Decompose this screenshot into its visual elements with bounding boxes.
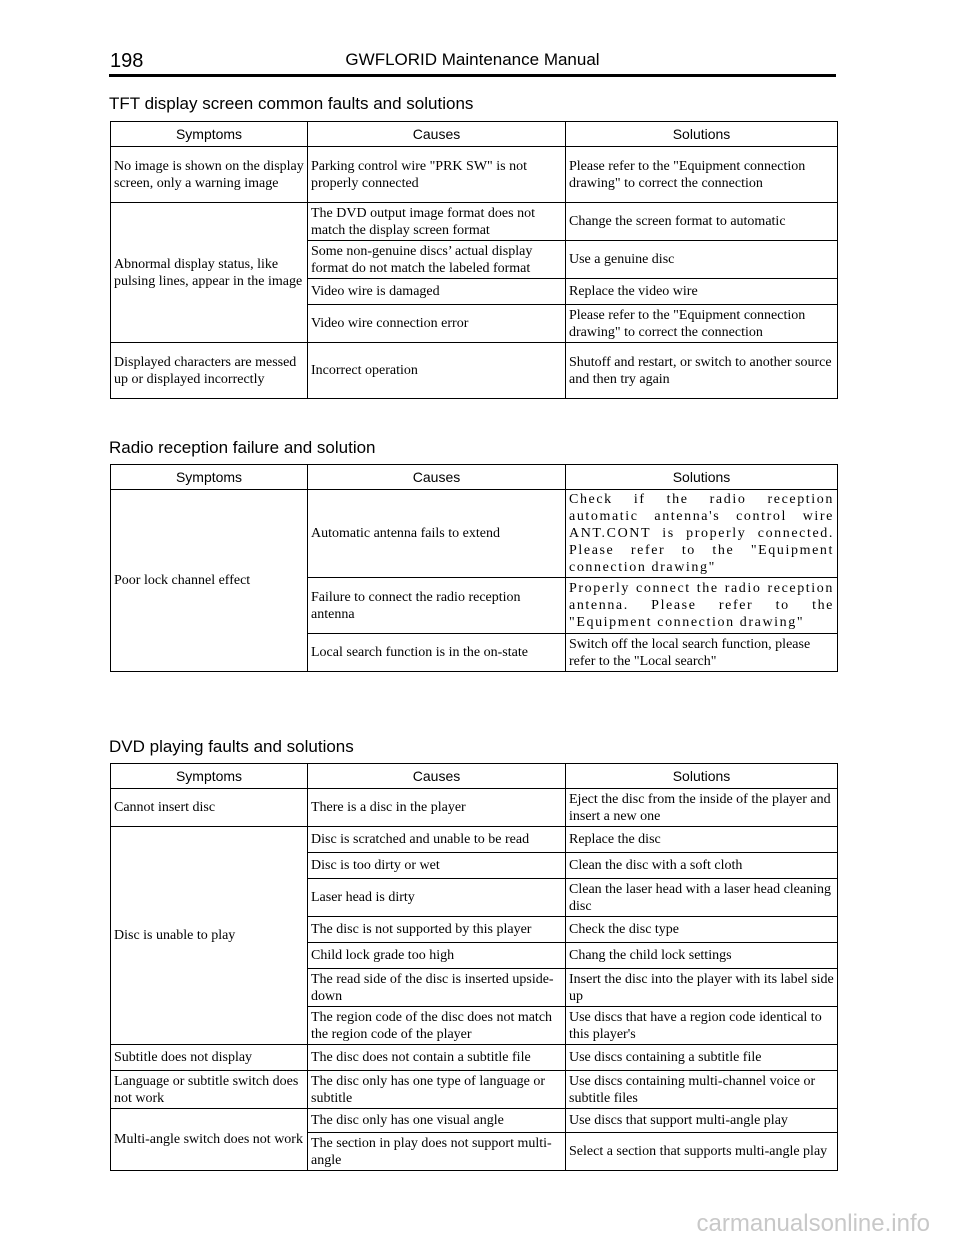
solution-cell: Use discs that have a region code identical to this player's: [566, 1007, 838, 1045]
symptom-cell: Subtitle does not display: [111, 1045, 308, 1071]
column-header: Solutions: [566, 465, 838, 490]
column-header: Solutions: [566, 764, 838, 789]
cause-cell: Failure to connect the radio reception antenna: [308, 578, 566, 634]
table-row: [111, 1109, 838, 1133]
symptom-cell: Abnormal display status, like pulsing lines, appear in the image: [111, 203, 308, 343]
column-header: Causes: [308, 122, 566, 147]
column-header: Causes: [308, 465, 566, 490]
cause-cell: Some non-genuine discs’ actual display format do not match the labeled format: [308, 241, 566, 279]
cause-cell: The disc only has one type of language or subtitle: [308, 1071, 566, 1109]
solution-cell: Please refer to the "Equipment connection drawing" to correct the connection: [566, 305, 838, 343]
column-header: Causes: [308, 764, 566, 789]
solution-cell: Use discs that support multi-angle play: [566, 1109, 838, 1133]
cause-cell: Parking control wire "PRK SW" is not properly connected: [308, 147, 566, 203]
page-number: 198: [110, 50, 144, 72]
solution-cell: Clean the disc with a soft cloth: [566, 853, 838, 879]
cause-cell: Disc is scratched and unable to be read: [308, 827, 566, 853]
solution-cell: Eject the disc from the inside of the player and insert a new one: [566, 789, 838, 827]
radio-section-title: Radio reception failure and solution: [109, 438, 376, 457]
solution-cell: Select a section that supports multi-angle play: [566, 1133, 838, 1171]
solution-cell: Clean the laser head with a laser head cleaning disc: [566, 879, 838, 917]
cause-cell: Local search function is in the on-state: [308, 634, 566, 672]
tft-faults-table: [110, 121, 838, 399]
symptom-cell: No image is shown on the display screen, only a warning image: [111, 147, 308, 203]
solution-cell: Chang the child lock settings: [566, 943, 838, 969]
symptom-cell: Multi-angle switch does not work: [111, 1109, 308, 1171]
radio-faults-table: [110, 464, 838, 672]
table-row: [111, 827, 838, 853]
cause-cell: The section in play does not support multi-angle: [308, 1133, 566, 1171]
solution-cell: Insert the disc into the player with its label side up: [566, 969, 838, 1007]
solution-cell: Properly connect the radio reception antenna. Please refer to the "Equipment connection drawing": [566, 578, 838, 634]
solution-cell: Use discs containing a subtitle file: [566, 1045, 838, 1071]
solution-cell: Switch off the local search function, please refer to the "Local search": [566, 634, 838, 672]
page-header: [109, 49, 836, 77]
column-header: Solutions: [566, 122, 838, 147]
solution-cell: Check the disc type: [566, 917, 838, 943]
solution-cell: Check if the radio reception automatic antenna's control wire ANT.CONT is properly connected. Please refer to the "Equipment connection drawing": [566, 490, 838, 578]
tft-section-title: TFT display screen common faults and solutions: [109, 94, 474, 113]
cause-cell: There is a disc in the player: [308, 789, 566, 827]
table-row: [111, 1045, 838, 1071]
table-row: [111, 203, 838, 241]
cause-cell: Automatic antenna fails to extend: [308, 490, 566, 578]
solution-cell: Replace the disc: [566, 827, 838, 853]
symptom-cell: Poor lock channel effect: [111, 490, 308, 672]
cause-cell: The disc does not contain a subtitle file: [308, 1045, 566, 1071]
solution-cell: Shutoff and restart, or switch to another source and then try again: [566, 343, 838, 399]
table-row: [111, 789, 838, 827]
column-header: Symptoms: [111, 465, 308, 490]
cause-cell: Incorrect operation: [308, 343, 566, 399]
symptom-cell: Language or subtitle switch does not work: [111, 1071, 308, 1109]
symptom-cell: Cannot insert disc: [111, 789, 308, 827]
cause-cell: The DVD output image format does not match the display screen format: [308, 203, 566, 241]
cause-cell: The region code of the disc does not match the region code of the player: [308, 1007, 566, 1045]
solution-cell: Use discs containing multi-channel voice or subtitle files: [566, 1071, 838, 1109]
cause-cell: The disc only has one visual angle: [308, 1109, 566, 1133]
table-row: [111, 490, 838, 578]
dvd-section-title: DVD playing faults and solutions: [109, 737, 354, 756]
cause-cell: Video wire is damaged: [308, 279, 566, 305]
solution-cell: Replace the video wire: [566, 279, 838, 305]
cause-cell: Laser head is dirty: [308, 879, 566, 917]
table-row: [111, 343, 838, 399]
solution-cell: Use a genuine disc: [566, 241, 838, 279]
column-header: Symptoms: [111, 122, 308, 147]
cause-cell: The read side of the disc is inserted upside-down: [308, 969, 566, 1007]
manual-title: GWFLORID Maintenance Manual: [345, 50, 600, 69]
table-header-row: [111, 764, 838, 789]
solution-cell: Please refer to the "Equipment connection drawing" to correct the connection: [566, 147, 838, 203]
table-row: [111, 147, 838, 203]
symptom-cell: Displayed characters are messed up or displayed incorrectly: [111, 343, 308, 399]
column-header: Symptoms: [111, 764, 308, 789]
symptom-cell: Disc is unable to play: [111, 827, 308, 1045]
cause-cell: Video wire connection error: [308, 305, 566, 343]
cause-cell: Child lock grade too high: [308, 943, 566, 969]
watermark: carmanualsonline.info: [696, 1210, 930, 1237]
cause-cell: Disc is too dirty or wet: [308, 853, 566, 879]
cause-cell: The disc is not supported by this player: [308, 917, 566, 943]
table-row: [111, 1071, 838, 1109]
table-header-row: [111, 465, 838, 490]
table-header-row: [111, 122, 838, 147]
solution-cell: Change the screen format to automatic: [566, 203, 838, 241]
dvd-faults-table: [110, 763, 838, 1171]
